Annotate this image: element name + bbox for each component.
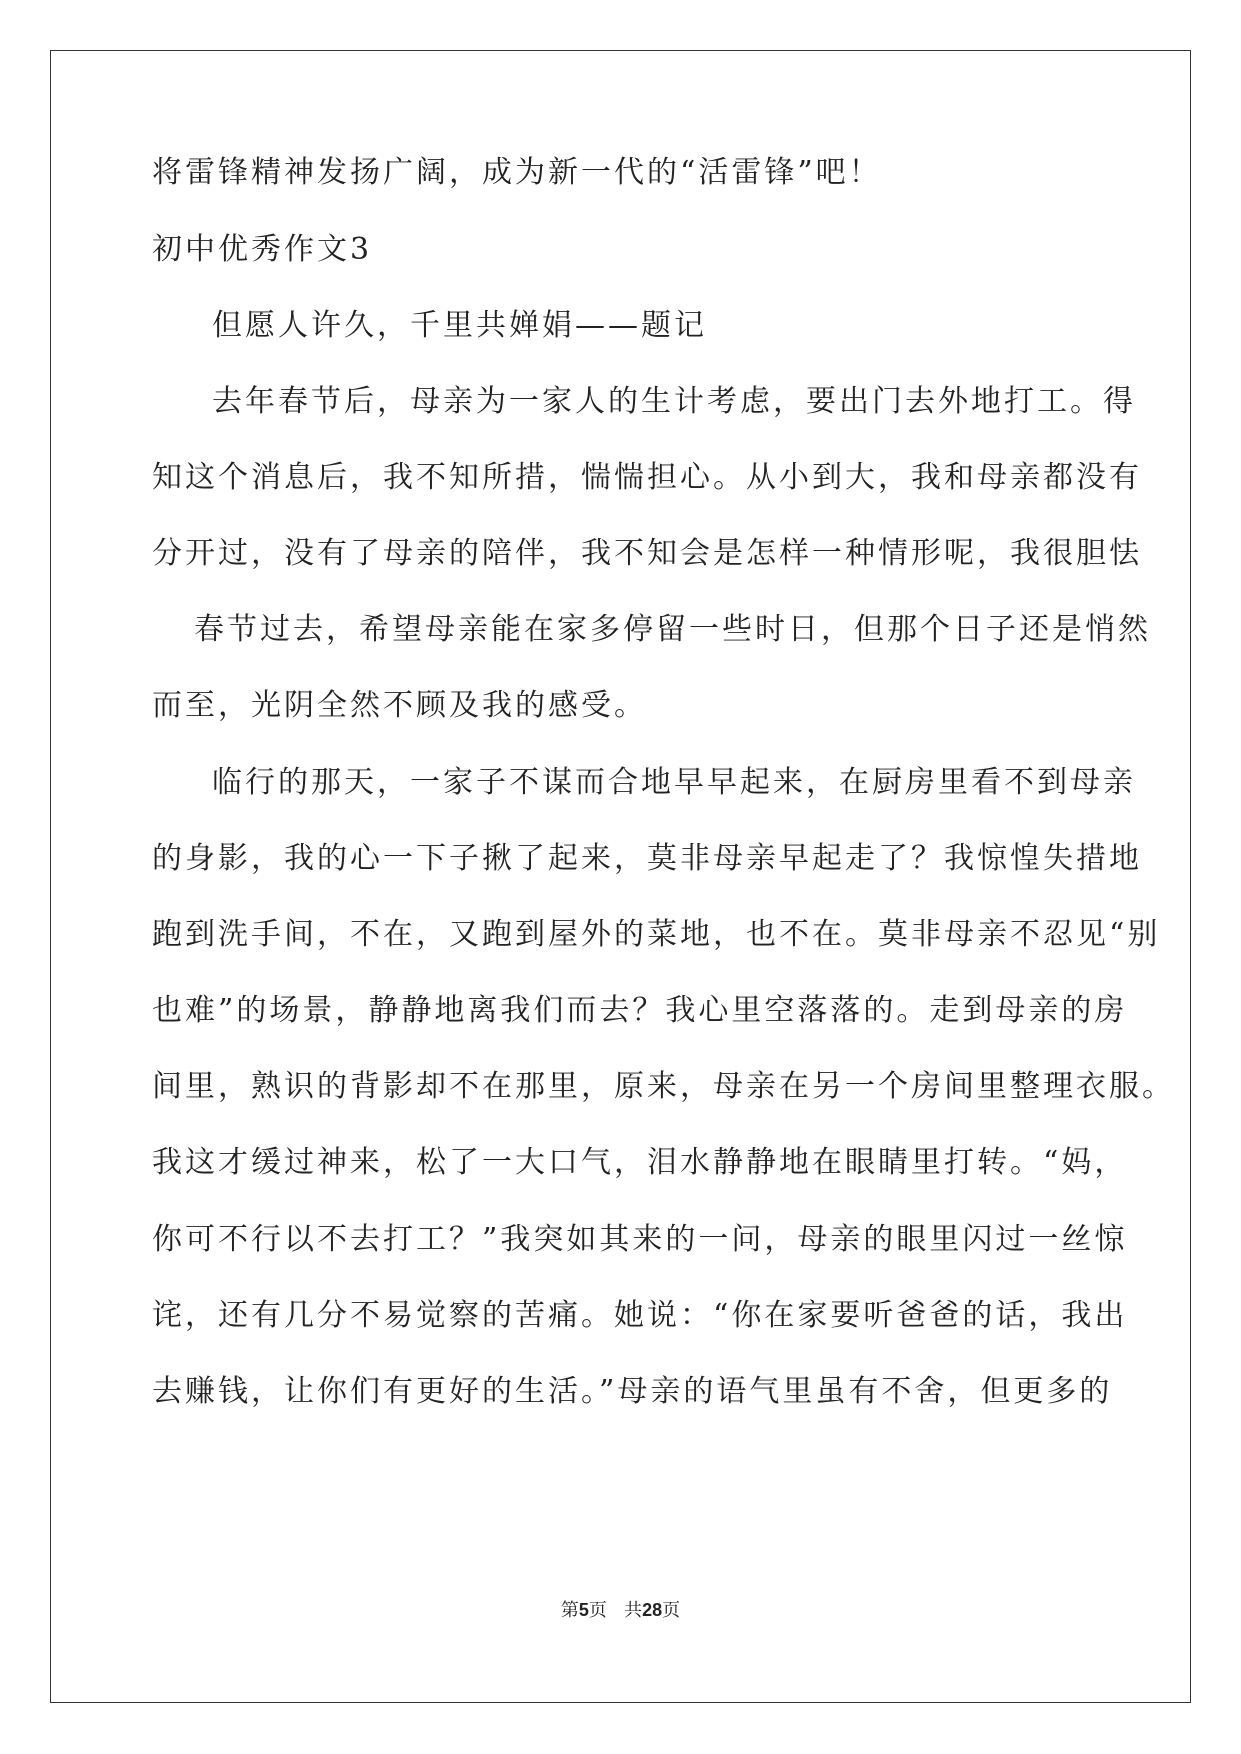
text-line: 间里，熟识的背影却不在那里，原来，母亲在另一个房间里整理衣服。 bbox=[152, 1069, 1175, 1104]
text-line: 也难”的场景，静静地离我们而去？我心里空落落的。走到母亲的房 bbox=[152, 993, 1128, 1028]
text-line: 知这个消息后，我不知所措，惴惴担心。从小到大，我和母亲都没有 bbox=[152, 460, 1142, 495]
epigraph: 但愿人许久，千里共婵娟——题记 bbox=[212, 308, 707, 343]
text-line: 跑到洗手间，不在，又跑到屋外的菜地，也不在。莫非母亲不忍见“别 bbox=[152, 917, 1161, 952]
page-number: 5 bbox=[578, 1600, 589, 1620]
total-pages: 28 bbox=[642, 1600, 663, 1620]
text-line: 去赚钱，让你们有更好的生活。”母亲的语气里虽有不舍，但更多的 bbox=[152, 1374, 1113, 1409]
text-line: 的身影，我的心一下子揪了起来，莫非母亲早起走了？我惊惶失措地 bbox=[152, 841, 1142, 876]
text-line: 去年春节后，母亲为一家人的生计考虑，要出门去外地打工。得 bbox=[212, 384, 1136, 419]
section-heading: 初中优秀作文3 bbox=[152, 232, 373, 267]
page-suffix: 页 bbox=[588, 1600, 607, 1621]
text-line: 春节过去，希望母亲能在家多停留一些时日，但那个日子还是悄然 bbox=[194, 612, 1151, 647]
page-footer bbox=[0, 1598, 1241, 1623]
text-line: 而至，光阴全然不顾及我的感受。 bbox=[152, 688, 647, 723]
text-line: 将雷锋精神发扬广阔，成为新一代的“活雷锋”吧！ bbox=[152, 155, 882, 190]
text-line: 我这才缓过神来，松了一大口气，泪水静静地在眼睛里打转。“妈， bbox=[152, 1145, 1128, 1180]
text-line: 诧，还有几分不易觉察的苦痛。她说：“你在家要听爸爸的话，我出 bbox=[152, 1298, 1128, 1333]
text-line: 你可不行以不去打工？”我突如其来的一问，母亲的眼里闪过一丝惊 bbox=[152, 1222, 1128, 1257]
page-prefix: 第 bbox=[560, 1600, 579, 1621]
total-prefix: 共 bbox=[624, 1600, 643, 1621]
total-suffix: 页 bbox=[662, 1600, 681, 1621]
text-line: 分开过，没有了母亲的陪伴，我不知会是怎样一种情形呢，我很胆怯 bbox=[152, 536, 1142, 571]
text-line: 临行的那天，一家子不谋而合地早早起来，在厨房里看不到母亲 bbox=[212, 765, 1136, 800]
